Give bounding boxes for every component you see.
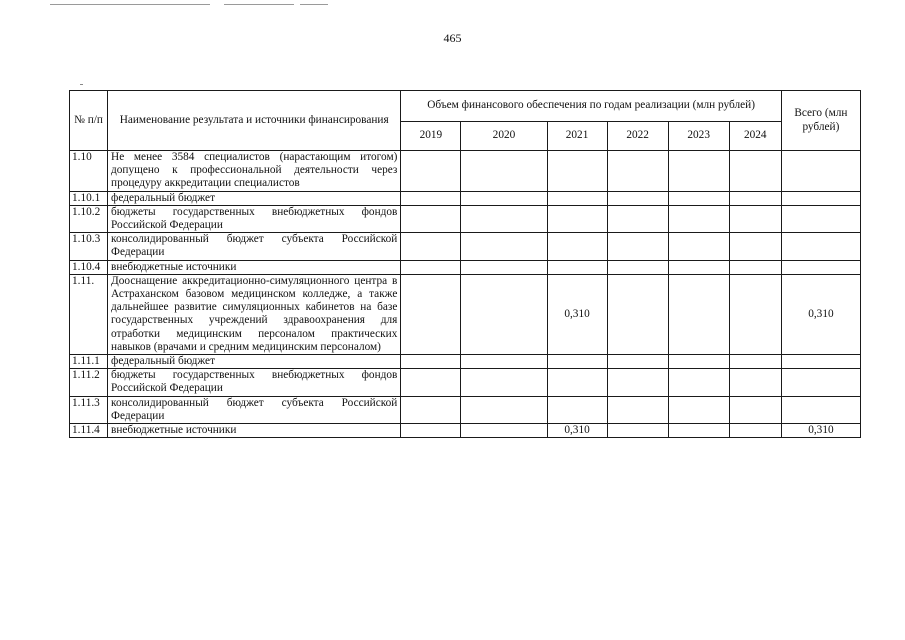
value-cell	[668, 205, 729, 232]
value-cell	[607, 205, 668, 232]
value-cell	[607, 355, 668, 369]
value-cell	[401, 151, 461, 192]
value-cell	[729, 369, 781, 396]
scan-artifact-line	[50, 4, 210, 5]
value-cell	[401, 396, 461, 423]
value-cell	[729, 151, 781, 192]
value-cell	[461, 369, 547, 396]
table-row	[70, 205, 861, 232]
header-year: 2019	[401, 122, 461, 151]
header-number: № п/п	[70, 91, 108, 151]
value-cell	[461, 355, 547, 369]
value-cell	[401, 274, 461, 354]
value-cell: 0,310	[547, 424, 607, 438]
row-name: федеральный бюджет	[108, 355, 401, 369]
value-cell	[547, 260, 607, 274]
row-number: 1.10.2	[70, 205, 108, 232]
row-number: 1.10.4	[70, 260, 108, 274]
value-cell	[729, 191, 781, 205]
table-row	[70, 396, 861, 423]
total-cell	[781, 151, 860, 192]
value-cell	[401, 205, 461, 232]
table-row	[70, 191, 861, 205]
value-cell	[729, 260, 781, 274]
header-total: Всего (млн рублей)	[781, 91, 860, 151]
value-cell	[668, 355, 729, 369]
row-number: 1.11.	[70, 274, 108, 354]
value-cell	[461, 233, 547, 260]
header-years-group: Объем финансового обеспечения по годам реализации (млн рублей)	[401, 91, 781, 122]
row-name: федеральный бюджет	[108, 191, 401, 205]
value-cell	[461, 191, 547, 205]
value-cell	[547, 233, 607, 260]
value-cell	[729, 233, 781, 260]
value-cell	[607, 424, 668, 438]
value-cell	[547, 191, 607, 205]
value-cell	[607, 191, 668, 205]
value-cell	[729, 424, 781, 438]
value-cell	[547, 151, 607, 192]
scan-artifact-line	[224, 4, 294, 5]
total-cell	[781, 355, 860, 369]
value-cell	[668, 424, 729, 438]
value-cell	[607, 233, 668, 260]
value-cell	[668, 274, 729, 354]
value-cell	[668, 233, 729, 260]
header-year: 2021	[547, 122, 607, 151]
row-name: консолидированный бюджет субъекта Российской Федерации	[108, 396, 401, 423]
value-cell	[607, 396, 668, 423]
value-cell	[668, 369, 729, 396]
value-cell	[729, 274, 781, 354]
table-row	[70, 369, 861, 396]
value-cell	[401, 369, 461, 396]
row-name: внебюджетные источники	[108, 260, 401, 274]
table-row	[70, 424, 861, 438]
row-name: Не менее 3584 специалистов (нарастающим итогом) допущено к профессиональной деятельности через процедуру аккредитации специалистов	[108, 151, 401, 192]
value-cell	[401, 424, 461, 438]
total-cell	[781, 260, 860, 274]
table-row	[70, 151, 861, 192]
row-name: бюджеты государственных внебюджетных фондов Российской Федерации	[108, 369, 401, 396]
row-name: консолидированный бюджет субъекта Российской Федерации	[108, 233, 401, 260]
total-cell	[781, 396, 860, 423]
value-cell	[401, 355, 461, 369]
page-number: 465	[443, 31, 462, 45]
table-body	[70, 151, 861, 438]
value-cell	[607, 151, 668, 192]
value-cell	[729, 205, 781, 232]
financing-table	[69, 90, 861, 438]
value-cell	[547, 205, 607, 232]
table-row	[70, 233, 861, 260]
value-cell	[401, 191, 461, 205]
value-cell	[401, 233, 461, 260]
total-cell	[781, 191, 860, 205]
header-year: 2024	[729, 122, 781, 151]
table-row	[70, 260, 861, 274]
value-cell	[547, 355, 607, 369]
row-number: 1.10.3	[70, 233, 108, 260]
value-cell	[607, 369, 668, 396]
table-row	[70, 355, 861, 369]
row-number: 1.11.4	[70, 424, 108, 438]
header-year: 2020	[461, 122, 547, 151]
value-cell	[461, 274, 547, 354]
row-number: 1.10	[70, 151, 108, 192]
value-cell	[668, 396, 729, 423]
total-cell: 0,310	[781, 274, 860, 354]
value-cell	[668, 151, 729, 192]
row-number: 1.11.2	[70, 369, 108, 396]
row-number: 1.11.1	[70, 355, 108, 369]
header-year: 2022	[607, 122, 668, 151]
value-cell	[461, 260, 547, 274]
value-cell	[461, 151, 547, 192]
header-name: Наименование результата и источники финансирования	[108, 91, 401, 151]
total-cell	[781, 369, 860, 396]
scan-artifact-line	[300, 4, 328, 5]
total-cell: 0,310	[781, 424, 860, 438]
table-row	[70, 274, 861, 354]
value-cell: 0,310	[547, 274, 607, 354]
row-number: 1.10.1	[70, 191, 108, 205]
row-number: 1.11.3	[70, 396, 108, 423]
value-cell	[729, 396, 781, 423]
value-cell	[461, 396, 547, 423]
total-cell	[781, 205, 860, 232]
value-cell	[729, 355, 781, 369]
value-cell	[547, 369, 607, 396]
value-cell	[668, 191, 729, 205]
total-cell	[781, 233, 860, 260]
row-name: внебюджетные источники	[108, 424, 401, 438]
header-year: 2023	[668, 122, 729, 151]
value-cell	[547, 396, 607, 423]
value-cell	[461, 205, 547, 232]
scan-mark	[80, 84, 83, 85]
row-name: Дооснащение аккредитационно-симуляционного центра в Астраханском базовом медицинском колледже, а также дальнейшее развитие симуляционных кабинетов на базе государственных учреждений здравоохранения для отработки медицинским персоналом практических навыков (врачами и средним медицинским персоналом)	[108, 274, 401, 354]
value-cell	[607, 274, 668, 354]
value-cell	[607, 260, 668, 274]
value-cell	[668, 260, 729, 274]
value-cell	[401, 260, 461, 274]
row-name: бюджеты государственных внебюджетных фондов Российской Федерации	[108, 205, 401, 232]
value-cell	[461, 424, 547, 438]
